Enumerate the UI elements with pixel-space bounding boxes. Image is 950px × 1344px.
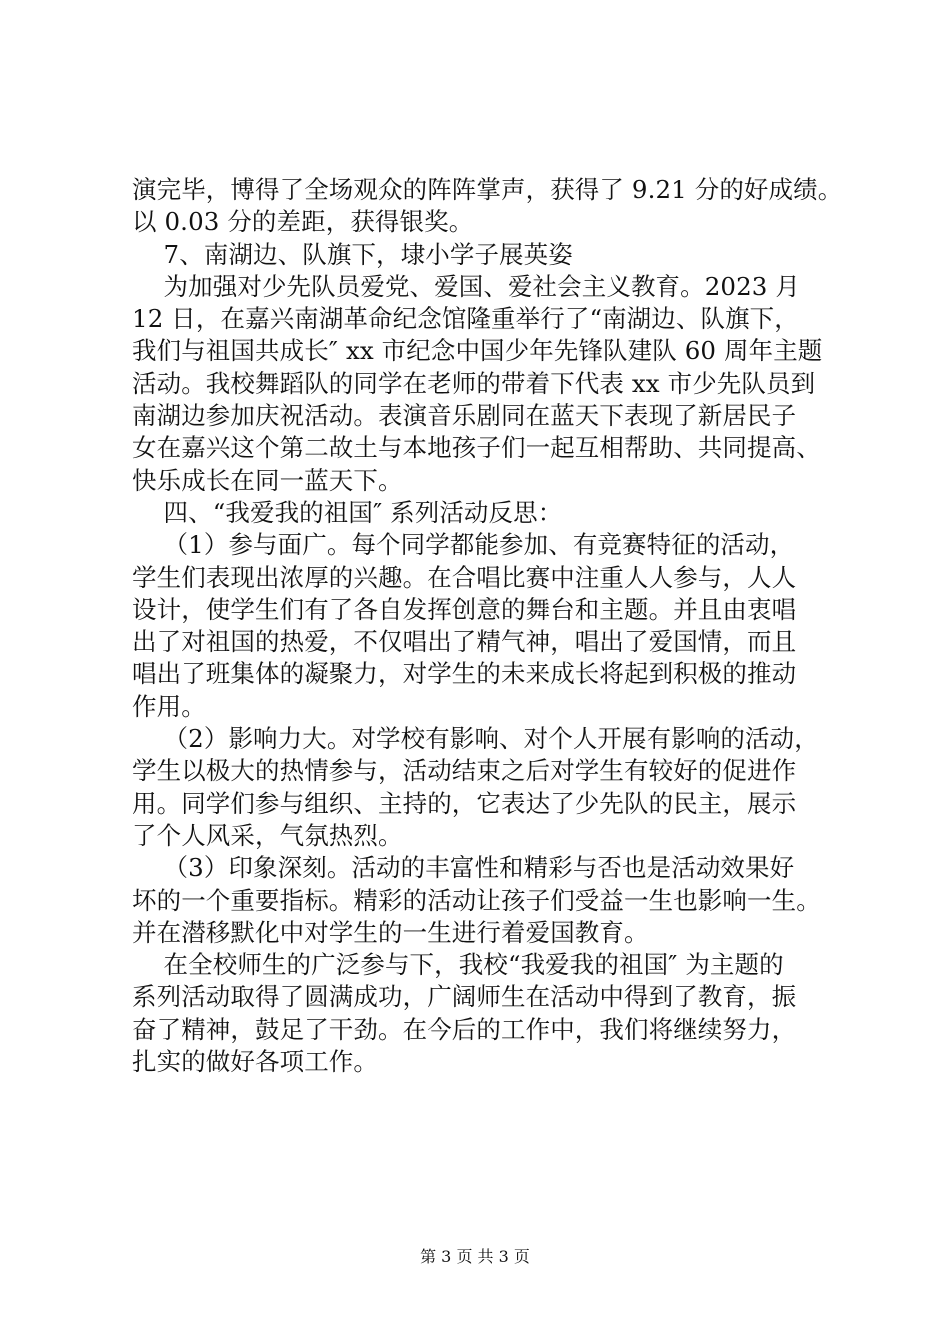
text-line: 我们与祖国共成长″ xx 市纪念中国少年先锋队建队 60 周年主题 bbox=[132, 336, 823, 366]
text-line: 活动。我校舞蹈队的同学在老师的带着下代表 xx 市少先队员到 bbox=[132, 368, 816, 398]
text-line: （2）影响力大。对学校有影响、对个人开展有影响的活动， bbox=[132, 724, 819, 754]
text-line: 12 日，在嘉兴南湖革命纪念馆隆重举行了“南湖边、队旗下， bbox=[132, 304, 799, 334]
document-body bbox=[132, 174, 852, 1078]
page-number-footer: 第 3 页 共 3 页 bbox=[420, 1247, 530, 1266]
text-line: 出了对祖国的热爱，不仅唱出了精气神，唱出了爱国情，而且 bbox=[132, 627, 797, 657]
text-line: （3）印象深刻。活动的丰富性和精彩与否也是活动效果好 bbox=[132, 853, 795, 883]
text-line: 在全校师生的广泛参与下，我校“我爱我的祖国″ 为主题的 bbox=[132, 950, 784, 980]
text-line: 作用。 bbox=[132, 691, 206, 721]
text-line: 学生们表现出浓厚的兴趣。在合唱比赛中注重人人参与，人人 bbox=[132, 562, 797, 592]
text-line: 演完毕，博得了全场观众的阵阵掌声，获得了 9.21 分的好成绩。 bbox=[132, 175, 843, 204]
text-line: （1）参与面广。每个同学都能参加、有竞赛特征的活动， bbox=[132, 530, 795, 560]
text-line: 南湖边参加庆祝活动。表演音乐剧同在蓝天下表现了新居民子 bbox=[132, 401, 797, 431]
text-line: 坏的一个重要指标。精彩的活动让孩子们受益一生也影响一生。 bbox=[132, 885, 821, 915]
text-line: 系列活动取得了圆满成功，广阔师生在活动中得到了教育，振 bbox=[132, 982, 797, 1012]
text-line: 奋了精神，鼓足了干劲。在今后的工作中，我们将继续努力， bbox=[132, 1014, 797, 1044]
text-line: 用。同学们参与组织、主持的，它表达了少先队的民主，展示 bbox=[132, 788, 797, 818]
text-line: 了个人风采，气氛热烈。 bbox=[132, 820, 403, 850]
text-line: 学生以极大的热情参与，活动结束之后对学生有较好的促进作 bbox=[132, 756, 797, 786]
text-line: 快乐成长在同一蓝天下。 bbox=[132, 465, 403, 495]
text-line: 扎实的做好各项工作。 bbox=[132, 1047, 378, 1077]
text-line: 并在潜移默化中对学生的一生进行着爱国教育。 bbox=[132, 917, 649, 947]
text-line: 唱出了班集体的凝聚力，对学生的未来成长将起到积极的推动 bbox=[132, 659, 797, 689]
section-heading: 四、“我爱我的祖国″ 系列活动反思： bbox=[132, 497, 563, 527]
text-line: 女在嘉兴这个第二故土与本地孩子们一起互相帮助、共同提高、 bbox=[132, 433, 821, 463]
text-line: 以 0.03 分的差距，获得银奖。 bbox=[132, 207, 474, 237]
text-line: 为加强对少先队员爱党、爱国、爱社会主义教育。2023 月 bbox=[132, 271, 800, 301]
section-heading: 7、南湖边、队旗下，埭小学子展英姿 bbox=[132, 239, 573, 269]
text-line: 设计，使学生们有了各自发挥创意的舞台和主题。并且由衷唱 bbox=[132, 594, 797, 624]
